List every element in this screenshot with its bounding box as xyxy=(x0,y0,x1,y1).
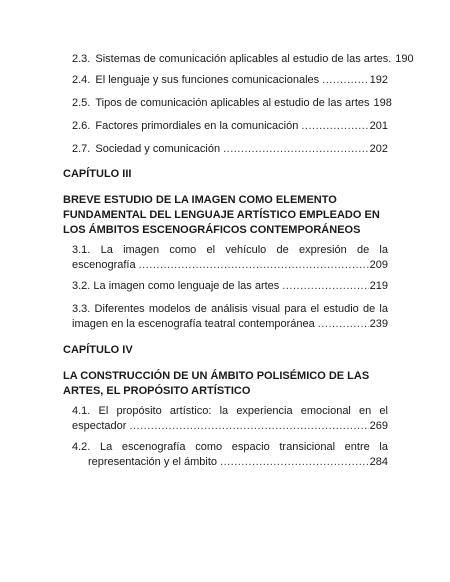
toc-entry-title: Sistemas de comunicación aplicables al estudio de las artes. xyxy=(95,53,392,65)
toc-entry-page: 192 xyxy=(369,74,388,86)
dot-leader xyxy=(223,142,369,157)
dot-leader xyxy=(318,317,369,332)
toc-entry-line1: 3.3. Diferentes modelos de análisis visual para el estudio de la xyxy=(72,303,388,315)
toc-entry-number: 2.7. xyxy=(72,143,91,155)
toc-entry-page: 219 xyxy=(369,280,388,292)
dot-leader xyxy=(282,279,368,294)
chapter-3-label: CAPÍTULO III xyxy=(63,168,132,180)
toc-entry-page: 198 xyxy=(373,97,392,109)
dot-leader xyxy=(301,119,368,134)
toc-entry-page: 284 xyxy=(369,456,388,468)
toc-entry-page: 269 xyxy=(369,420,388,432)
chapter-3-title: BREVE ESTUDIO DE LA IMAGEN COMO ELEMENTO FUNDAMENTAL DEL LENGUAJE ARTÍSTICO EMPLEADO EN LOS ÁMBITOS ESCENOGRÁFICOS CONTEMPORÁNEOS xyxy=(63,194,380,236)
toc-entry-title: Sociedad y comunicación xyxy=(95,143,221,155)
toc-entry-line1: 4.1. El propósito artístico: la experiencia emocional en el xyxy=(72,405,388,417)
toc-entry-4-1[interactable] xyxy=(72,404,388,434)
toc-entry-2-6[interactable] xyxy=(72,119,388,134)
toc-entry-line2: imagen en la escenografía teatral contemporánea xyxy=(72,318,315,330)
toc-entry-2-7[interactable] xyxy=(72,142,388,157)
toc-entry-page: 190 xyxy=(395,53,414,65)
toc-entry-2-3[interactable] xyxy=(72,52,414,67)
toc-entry-line2: escenografía xyxy=(72,259,136,271)
toc-entry-2-4[interactable] xyxy=(72,73,388,88)
dot-leader xyxy=(139,258,369,273)
toc-entry-page: 209 xyxy=(369,259,388,271)
toc-entry-3-3[interactable] xyxy=(72,302,388,332)
dot-leader xyxy=(322,73,368,88)
toc-entry-2-5[interactable] xyxy=(72,96,392,111)
toc-entry-line2: espectador xyxy=(72,420,127,432)
toc-entry-number: 2.3. xyxy=(72,53,91,65)
dot-leader xyxy=(129,419,368,434)
toc-entry-number: 2.4. xyxy=(72,74,91,86)
toc-entry-number: 2.6. xyxy=(72,120,91,132)
toc-entry-4-2[interactable] xyxy=(72,440,388,470)
toc-entry-page: 239 xyxy=(369,318,388,330)
chapter-4-label: CAPÍTULO IV xyxy=(63,344,133,356)
toc-entry-title: 3.2. La imagen como lenguaje de las artes xyxy=(72,280,280,292)
toc-entry-line2: representación y el ámbito xyxy=(88,456,218,468)
toc-entry-page: 202 xyxy=(369,143,388,155)
dot-leader xyxy=(220,455,369,470)
toc-entry-line1: 4.2. La escenografía como espacio transicional entre la xyxy=(72,441,388,453)
toc-entry-line1: 3.1. La imagen como el vehículo de expresión de la xyxy=(72,244,388,256)
toc-entry-title: El lenguaje y sus funciones comunicacionales xyxy=(95,74,320,86)
toc-entry-title: Tipos de comunicación aplicables al estudio de las artes xyxy=(95,97,370,109)
chapter-4-title: LA CONSTRUCCIÓN DE UN ÁMBITO POLISÉMICO DE LAS ARTES, EL PROPÓSITO ARTÍSTICO xyxy=(63,370,370,397)
toc-entry-page: 201 xyxy=(369,120,388,132)
toc-entry-number: 2.5. xyxy=(72,97,91,109)
toc-entry-3-1[interactable] xyxy=(72,243,388,273)
toc-entry-3-2[interactable] xyxy=(72,279,388,294)
toc-entry-title: Factores primordiales en la comunicación xyxy=(95,120,299,132)
